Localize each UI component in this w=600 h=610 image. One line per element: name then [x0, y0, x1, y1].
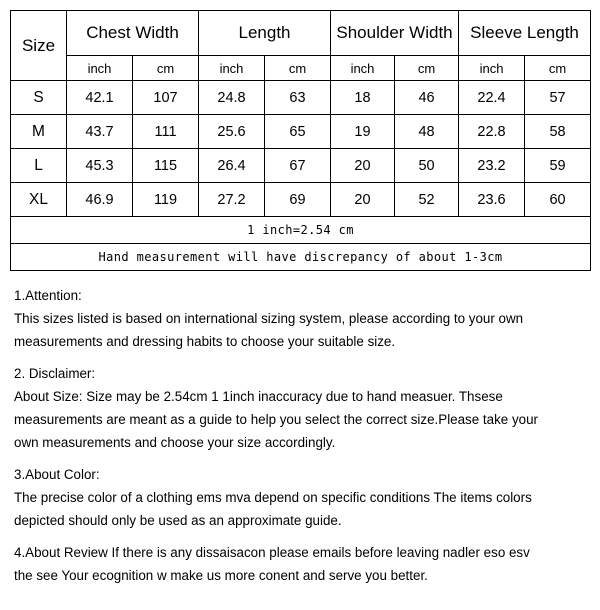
cell-m-shoulder-cm: 48 [395, 115, 459, 149]
cell-xl-shoulder-inch: 20 [331, 183, 395, 217]
row-size-m: M [11, 115, 67, 149]
cell-l-chest-cm: 115 [133, 149, 199, 183]
table-footnote-row [11, 217, 591, 244]
note-disclaimer-line1: About Size: Size may be 2.54cm 1 1inch inaccuracy due to hand measuer. Thsese [14, 389, 503, 404]
header-length: Length [199, 11, 331, 56]
footnote-discrepancy: Hand measurement will have discrepancy of about 1-3cm [11, 244, 591, 271]
note-disclaimer-line3: own measurements and choose your size accordingly. [14, 435, 336, 450]
table-row [11, 81, 591, 115]
note-review [14, 542, 588, 586]
cell-m-shoulder-inch: 19 [331, 115, 395, 149]
cell-xl-shoulder-cm: 52 [395, 183, 459, 217]
cell-xl-chest-cm: 119 [133, 183, 199, 217]
note-color [14, 464, 588, 531]
cell-xl-sleeve-cm: 60 [525, 183, 591, 217]
cell-s-sleeve-cm: 57 [525, 81, 591, 115]
note-color-line1: The precise color of a clothing ems mva depend on specific conditions The items colors [14, 490, 532, 505]
cell-s-length-cm: 63 [265, 81, 331, 115]
cell-l-shoulder-inch: 20 [331, 149, 395, 183]
note-disclaimer-line2: measurements are meant as a guide to help you select the correct size.Please take your [14, 412, 539, 427]
cell-s-shoulder-inch: 18 [331, 81, 395, 115]
table-row [11, 183, 591, 217]
cell-xl-length-inch: 27.2 [199, 183, 265, 217]
row-size-l: L [11, 149, 67, 183]
unit-length-inch: inch [199, 56, 265, 81]
note-color-line2: depicted should only be used as an approximate guide. [14, 513, 342, 528]
cell-l-shoulder-cm: 50 [395, 149, 459, 183]
cell-s-sleeve-inch: 22.4 [459, 81, 525, 115]
note-attention-title: 1.Attention: [14, 288, 82, 303]
unit-sleeve-inch: inch [459, 56, 525, 81]
table-header-row [11, 11, 591, 56]
unit-chest-cm: cm [133, 56, 199, 81]
cell-xl-length-cm: 69 [265, 183, 331, 217]
table-unit-row [11, 56, 591, 81]
header-size: Size [11, 11, 67, 81]
table-row [11, 115, 591, 149]
note-attention-line1: This sizes listed is based on international sizing system, please according to your own [14, 311, 524, 326]
cell-s-length-inch: 24.8 [199, 81, 265, 115]
unit-chest-inch: inch [67, 56, 133, 81]
cell-l-length-inch: 26.4 [199, 149, 265, 183]
note-attention [14, 285, 588, 352]
header-chest-width: Chest Width [67, 11, 199, 56]
note-review-line2: the see Your ecognition w make us more conent and serve you better. [14, 568, 428, 583]
cell-m-chest-inch: 43.7 [67, 115, 133, 149]
cell-l-chest-inch: 45.3 [67, 149, 133, 183]
table-row [11, 149, 591, 183]
row-size-xl: XL [11, 183, 67, 217]
unit-shoulder-cm: cm [395, 56, 459, 81]
cell-s-shoulder-cm: 46 [395, 81, 459, 115]
note-review-line1: 4.About Review If there is any dissaisacon please emails before leaving nadler eso esv [14, 545, 530, 560]
unit-sleeve-cm: cm [525, 56, 591, 81]
cell-xl-sleeve-inch: 23.6 [459, 183, 525, 217]
cell-l-length-cm: 67 [265, 149, 331, 183]
note-disclaimer-title: 2. Disclaimer: [14, 366, 96, 381]
size-chart-table [10, 10, 591, 271]
note-attention-line2: measurements and dressing habits to choose your suitable size. [14, 334, 396, 349]
cell-xl-chest-inch: 46.9 [67, 183, 133, 217]
unit-shoulder-inch: inch [331, 56, 395, 81]
cell-m-sleeve-inch: 22.8 [459, 115, 525, 149]
cell-l-sleeve-cm: 59 [525, 149, 591, 183]
row-size-s: S [11, 81, 67, 115]
cell-m-sleeve-cm: 58 [525, 115, 591, 149]
size-chart-page [0, 10, 600, 610]
cell-m-length-inch: 25.6 [199, 115, 265, 149]
footnote-conversion: 1 inch=2.54 cm [11, 217, 591, 244]
note-disclaimer [14, 363, 588, 453]
notes-section [14, 285, 588, 586]
header-sleeve-length: Sleeve Length [459, 11, 591, 56]
cell-s-chest-cm: 107 [133, 81, 199, 115]
cell-m-length-cm: 65 [265, 115, 331, 149]
header-shoulder-width: Shoulder Width [331, 11, 459, 56]
table-footnote-row [11, 244, 591, 271]
note-color-title: 3.About Color: [14, 467, 100, 482]
unit-length-cm: cm [265, 56, 331, 81]
cell-s-chest-inch: 42.1 [67, 81, 133, 115]
cell-l-sleeve-inch: 23.2 [459, 149, 525, 183]
cell-m-chest-cm: 111 [133, 115, 199, 149]
